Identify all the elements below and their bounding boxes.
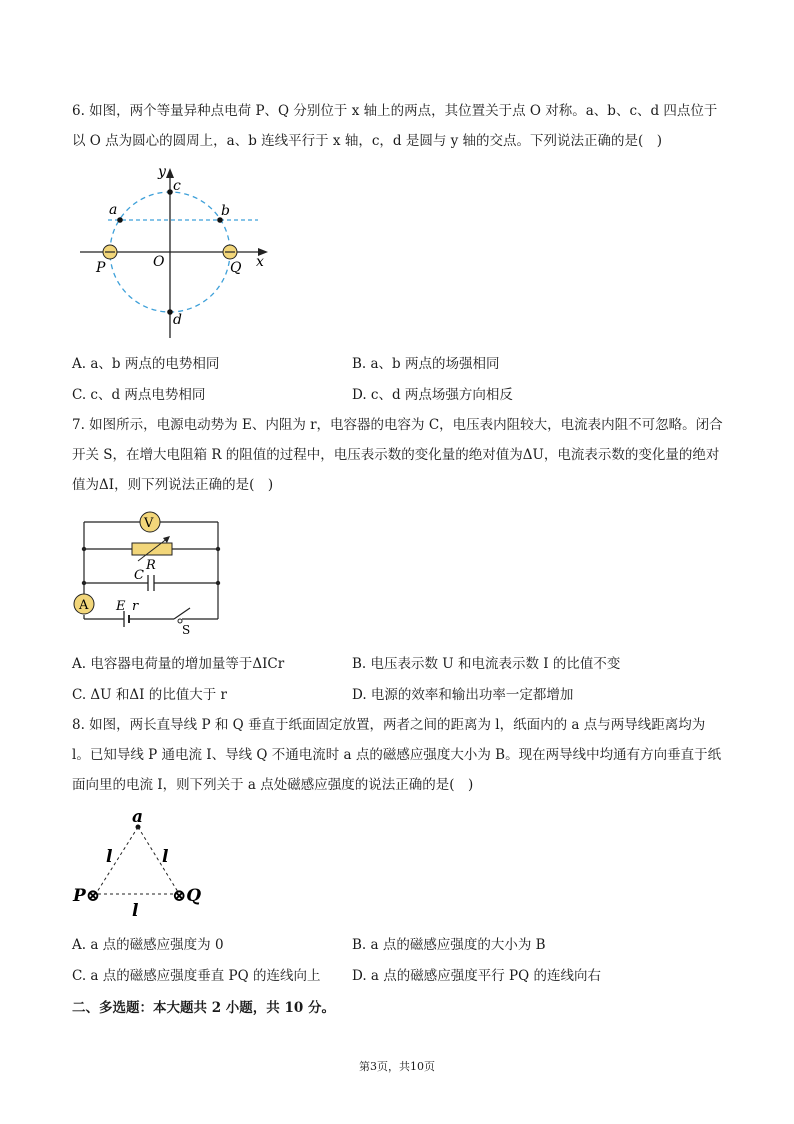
q6-label-O: O	[153, 254, 165, 270]
q6-option-c: C. c、d 两点电势相同	[72, 387, 206, 403]
q7-option-b: B. 电压表示数 U 和电流表示数 I 的比值不变	[352, 656, 621, 672]
q8-label-l-right: l	[162, 847, 169, 867]
q6-option-b: B. a、b 两点的场强相同	[352, 356, 500, 372]
q8-label-l-left: l	[106, 847, 113, 867]
q7-option-c: C. ΔU 和ΔI 的比值大于 r	[72, 687, 227, 703]
q7-option-a: A. 电容器电荷量的增加量等于ΔICr	[72, 656, 285, 672]
q8-label-Q: ⊗Q	[172, 886, 202, 906]
q6-figure	[72, 160, 282, 340]
q6-label-Q: Q	[230, 260, 242, 276]
q7-stem: 7. 如图所示，电源电动势为 E、内阻为 r，电容器的电容为 C，电压表内阻较大，电流表内阻不可忽略。闭合开关 S，在增大电阻箱 R 的阻值的过程中，电压表示数的变化量的绝对值为ΔU，电流表示数的变化量的绝对值为ΔI，则下列说法正确的是( )	[72, 417, 723, 493]
q8-label-P: P⊗	[73, 886, 101, 906]
q6-label-d: d	[173, 312, 182, 328]
q7-label-S: S	[182, 623, 191, 635]
q6-option-a: A. a、b 两点的电势相同	[72, 356, 220, 372]
q8-option-d: D. a 点的磁感应强度平行 PQ 的连线向右	[352, 968, 601, 984]
q7-label-R: R	[146, 558, 156, 573]
q8-option-a: A. a 点的磁感应强度为 0	[72, 937, 224, 953]
q7-label-C: C	[134, 568, 144, 583]
q8-option-c: C. a 点的磁感应强度垂直 PQ 的连线向上	[72, 968, 321, 984]
q6-label-a: a	[109, 202, 118, 218]
q8-label-a: a	[132, 807, 144, 827]
q6-label-b: b	[221, 203, 230, 219]
page-footer: 第3页，共10页	[359, 1060, 435, 1073]
q6-label-P: P	[96, 260, 106, 276]
q7-label-E: E	[116, 599, 126, 614]
q7-label-V: V	[144, 516, 154, 531]
q8-option-b: B. a 点的磁感应强度的大小为 B	[352, 937, 546, 953]
q6-label-y: y	[158, 164, 166, 180]
q8-figure	[72, 806, 222, 921]
q6-label-c: c	[173, 178, 181, 194]
q6-stem: 6. 如图，两个等量异种点电荷 P、Q 分别位于 x 轴上的两点，其位置关于点 O 对称。a、b、c、d 四点位于以 O 点为圆心的圆周上，a、b 连线平行于 x 轴，c，d 是圆与 y 轴的交点。下列说法正确的是( )	[72, 103, 718, 149]
q6-option-d: D. c、d 两点场强方向相反	[352, 387, 513, 403]
q8-label-l-bottom: l	[132, 901, 139, 921]
q7-option-d: D. 电源的效率和输出功率一定都增加	[352, 687, 574, 703]
q7-label-A: A	[79, 598, 89, 613]
q7-circuit-figure	[70, 505, 230, 635]
q7-label-r: r	[132, 599, 139, 614]
q6-label-x: x	[256, 254, 264, 270]
q8-stem: 8. 如图，两长直导线 P 和 Q 垂直于纸面固定放置，两者之间的距离为 l，纸面内的 a 点与两导线距离均为 l。已知导线 P 通电流 I、导线 Q 不通电流时 a 点的磁感应强度大小为 B。现在两导线中均通有方向垂直于纸面向里的电流 I，则下列关于 a 点处磁感应强度的说法正确的是( )	[72, 717, 722, 793]
section-heading: 二、多选题：本大题共 2 小题，共 10 分。	[72, 1000, 335, 1016]
